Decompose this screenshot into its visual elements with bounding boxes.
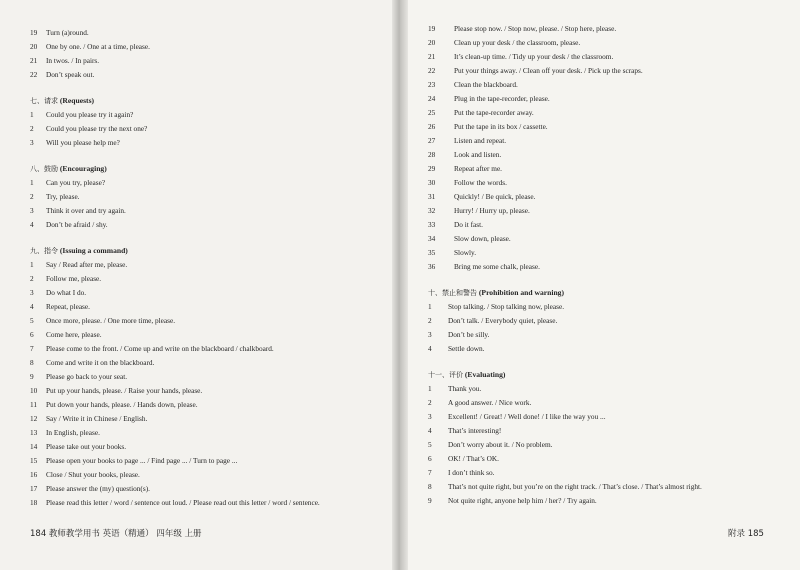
item-text: Please take out your books. (46, 442, 127, 451)
section-heading-cn: 八、鼓励 (30, 165, 58, 173)
item-number: 4 (30, 220, 34, 229)
section-heading-cn: 十一、评价 (428, 371, 463, 379)
item-text: In twos. / In pairs. (46, 56, 100, 65)
list-item (30, 108, 385, 122)
section (30, 94, 385, 150)
item-number: 3 (30, 288, 34, 297)
list-item (428, 218, 788, 232)
book-gutter (392, 0, 408, 570)
list-item (428, 328, 788, 342)
section-heading-en: (Issuing a command) (59, 246, 128, 255)
list-item (428, 232, 788, 246)
list-item (30, 482, 385, 496)
item-number: 19 (428, 24, 436, 33)
item-number: 1 (30, 178, 34, 187)
item-text: Clean up your desk / the classroom, please. (454, 38, 581, 47)
item-text: Don’t speak out. (46, 70, 95, 79)
list-item (428, 314, 788, 328)
list-item (428, 410, 788, 424)
item-number: 32 (428, 206, 436, 215)
list-item (30, 384, 385, 398)
item-text: That’s not quite right, but you’re on the right track. / That’s close. / That’s almost right. (448, 482, 702, 491)
list-item (428, 246, 788, 260)
list-item (428, 190, 788, 204)
section (30, 162, 385, 232)
item-number: 8 (428, 482, 432, 491)
item-number: 14 (30, 442, 38, 451)
list-item (428, 78, 788, 92)
list-item (30, 398, 385, 412)
section-heading-en: (Requests) (59, 96, 95, 105)
list-item (30, 314, 385, 328)
section-heading-en: (Evaluating) (464, 370, 506, 379)
item-number: 22 (30, 70, 38, 79)
list-item (428, 134, 788, 148)
item-text: Will you please help me? (46, 138, 120, 147)
item-text: Do it fast. (454, 220, 483, 229)
item-number: 20 (30, 42, 38, 51)
item-number: 21 (428, 52, 436, 61)
item-text: Plug in the tape-recorder, please. (454, 94, 550, 103)
item-text: Turn (a)round. (46, 28, 89, 37)
item-text: Repeat, please. (46, 302, 90, 311)
item-text: Listen and repeat. (454, 136, 507, 145)
list-item (428, 204, 788, 218)
item-text: Could you please try it again? (46, 110, 134, 119)
list-item (428, 22, 788, 36)
item-number: 1 (30, 260, 34, 269)
list-item (428, 106, 788, 120)
list-item (428, 396, 788, 410)
list-item (30, 218, 385, 232)
item-number: 33 (428, 220, 436, 229)
list-item (428, 176, 788, 190)
list-item (428, 480, 788, 494)
item-text: Think it over and try again. (46, 206, 126, 215)
list-item (30, 26, 385, 40)
list-item (428, 260, 788, 274)
item-text: Please come to the front. / Come up and write on the blackboard / chalkboard. (46, 344, 274, 353)
item-number: 11 (30, 400, 38, 409)
item-number: 16 (30, 470, 38, 479)
item-number: 17 (30, 484, 38, 493)
right-page-footer: 附录 185 (728, 529, 764, 539)
list-item (428, 494, 788, 508)
item-number: 1 (428, 384, 432, 393)
item-text: Say / Write it in Chinese / English. (46, 414, 148, 423)
list-item (30, 204, 385, 218)
section-heading (428, 286, 788, 300)
item-text: Follow the words. (454, 178, 507, 187)
section-heading-cn: 九、指令 (30, 247, 58, 255)
item-number: 9 (30, 372, 34, 381)
item-text: Not quite right, anyone help him / her? / Try again. (448, 496, 597, 505)
item-number: 19 (30, 28, 38, 37)
list-item (30, 136, 385, 150)
item-number: 22 (428, 66, 436, 75)
item-text: A good answer. / Nice work. (448, 398, 532, 407)
list-item (30, 122, 385, 136)
item-text: Thank you. (448, 384, 482, 393)
list-item (30, 54, 385, 68)
item-number: 10 (30, 386, 38, 395)
item-number: 2 (30, 124, 34, 133)
item-text: Stop talking. / Stop talking now, please. (448, 302, 565, 311)
list-item (30, 412, 385, 426)
item-text: Try, please. (46, 192, 80, 201)
item-number: 30 (428, 178, 436, 187)
item-text: Put up your hands, please. / Raise your hands, please. (46, 386, 203, 395)
right-page-content (428, 22, 788, 508)
list-item (428, 148, 788, 162)
item-text: Slowly. (454, 248, 477, 257)
item-text: Say / Read after me, please. (46, 260, 128, 269)
item-number: 3 (30, 138, 34, 147)
item-text: Don’t worry about it. / No problem. (448, 440, 553, 449)
list-item (30, 258, 385, 272)
item-number: 26 (428, 122, 436, 131)
item-number: 27 (428, 136, 436, 145)
list-item (30, 342, 385, 356)
item-number: 4 (30, 302, 34, 311)
item-text: Don’t be afraid / shy. (46, 220, 108, 229)
item-text: Hurry! / Hurry up, please. (454, 206, 530, 215)
item-number: 12 (30, 414, 38, 423)
item-text: Settle down. (448, 344, 485, 353)
list-item (428, 466, 788, 480)
item-number: 2 (30, 192, 34, 201)
section-heading (30, 244, 385, 258)
item-text: Don’t be silly. (448, 330, 490, 339)
list-item (428, 64, 788, 78)
list-item (30, 440, 385, 454)
section (428, 368, 788, 508)
list-item (30, 496, 385, 510)
item-text: That’s interesting! (448, 426, 502, 435)
list-item (428, 438, 788, 452)
item-text: Repeat after me. (454, 164, 503, 173)
list-item (30, 40, 385, 54)
item-text: I don’t think so. (448, 468, 495, 477)
section (428, 286, 788, 356)
item-text: Can you try, please? (46, 178, 106, 187)
section (30, 244, 385, 510)
intro-list (428, 22, 788, 274)
item-text: Quickly! / Be quick, please. (454, 192, 536, 201)
item-text: Slow down, please. (454, 234, 511, 243)
list-item (30, 176, 385, 190)
list-item (428, 162, 788, 176)
list-item (428, 452, 788, 466)
item-text: Bring me some chalk, please. (454, 262, 540, 271)
item-text: In English, please. (46, 428, 100, 437)
list-item (30, 426, 385, 440)
list-item (428, 92, 788, 106)
item-number: 1 (30, 110, 34, 119)
item-number: 2 (428, 398, 432, 407)
item-number: 6 (428, 454, 432, 463)
item-text: Please answer the (my) question(s). (46, 484, 150, 493)
item-text: Please open your books to page ... / Find page ... / Turn to page ... (46, 456, 238, 465)
list-item (428, 424, 788, 438)
list-item (428, 36, 788, 50)
item-number: 2 (30, 274, 34, 283)
list-item (30, 370, 385, 384)
left-page-footer: 184 教师教学用书 英语（精通） 四年级 上册 (30, 529, 202, 539)
list-item (30, 190, 385, 204)
item-text: Put the tape in its box / cassette. (454, 122, 548, 131)
item-number: 8 (30, 358, 34, 367)
list-item (428, 342, 788, 356)
list-item (428, 382, 788, 396)
item-text: One by one. / One at a time, please. (46, 42, 150, 51)
item-number: 18 (30, 498, 38, 507)
item-number: 35 (428, 248, 436, 257)
item-text: Excellent! / Great! / Well done! / I like the way you ... (448, 412, 606, 421)
item-number: 5 (30, 316, 34, 325)
item-number: 3 (428, 330, 432, 339)
list-item (428, 50, 788, 64)
list-item (30, 356, 385, 370)
item-number: 2 (428, 316, 432, 325)
item-text: Follow me, please. (46, 274, 102, 283)
item-text: Once more, please. / One more time, please. (46, 316, 176, 325)
item-number: 29 (428, 164, 436, 173)
item-text: Put the tape-recorder away. (454, 108, 534, 117)
item-number: 5 (428, 440, 432, 449)
item-text: Look and listen. (454, 150, 502, 159)
list-item (30, 468, 385, 482)
list-item (30, 272, 385, 286)
section-heading-cn: 七、请求 (30, 97, 58, 105)
item-number: 15 (30, 456, 38, 465)
item-text: Come and write it on the blackboard. (46, 358, 155, 367)
item-number: 28 (428, 150, 436, 159)
item-text: Could you please try the next one? (46, 124, 148, 133)
item-number: 20 (428, 38, 436, 47)
item-number: 7 (428, 468, 432, 477)
item-number: 36 (428, 262, 436, 271)
item-text: Please read this letter / word / sentence out loud. / Please read out this letter / word / sentence. (46, 498, 320, 507)
item-number: 13 (30, 428, 38, 437)
list-item (30, 454, 385, 468)
item-number: 7 (30, 344, 34, 353)
list-item (428, 120, 788, 134)
item-number: 6 (30, 330, 34, 339)
item-text: Put your things away. / Clean off your desk. / Pick up the scraps. (454, 66, 643, 75)
item-number: 3 (30, 206, 34, 215)
item-text: Please stop now. / Stop now, please. / Stop here, please. (454, 24, 617, 33)
item-number: 3 (428, 412, 432, 421)
item-number: 9 (428, 496, 432, 505)
section-heading-cn: 十、禁止和警告 (428, 289, 477, 297)
item-text: Please go back to your seat. (46, 372, 128, 381)
intro-list (30, 26, 385, 82)
item-number: 34 (428, 234, 436, 243)
item-text: Do what I do. (46, 288, 87, 297)
list-item (30, 300, 385, 314)
list-item (428, 300, 788, 314)
item-text: Come here, please. (46, 330, 102, 339)
list-item (30, 328, 385, 342)
item-text: OK! / That’s OK. (448, 454, 499, 463)
section-heading-en: (Encouraging) (59, 164, 107, 173)
item-number: 4 (428, 426, 432, 435)
section-heading (30, 162, 385, 176)
item-number: 1 (428, 302, 432, 311)
item-number: 25 (428, 108, 436, 117)
item-number: 31 (428, 192, 436, 201)
item-number: 21 (30, 56, 38, 65)
item-number: 4 (428, 344, 432, 353)
list-item (30, 68, 385, 82)
item-text: Clean the blackboard. (454, 80, 518, 89)
section-heading-en: (Prohibition and warning) (478, 288, 565, 297)
left-page-content (30, 26, 385, 510)
item-text: Don’t talk. / Everybody quiet, please. (448, 316, 558, 325)
item-text: Put down your hands, please. / Hands down, please. (46, 400, 198, 409)
list-item (30, 286, 385, 300)
item-number: 24 (428, 94, 436, 103)
section-heading (428, 368, 788, 382)
item-text: Close / Shut your books, please. (46, 470, 140, 479)
item-text: It’s clean-up time. / Tidy up your desk / the classroom. (454, 52, 614, 61)
section-heading (30, 94, 385, 108)
item-number: 23 (428, 80, 436, 89)
